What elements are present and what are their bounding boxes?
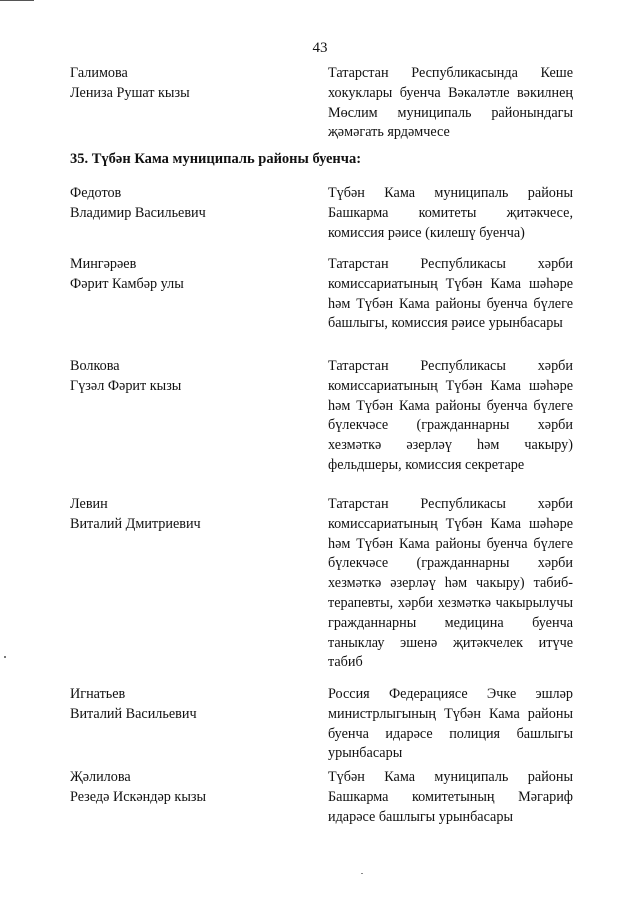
member-surname: Левин bbox=[70, 496, 108, 512]
member-surname: Мингәрәев bbox=[70, 256, 137, 272]
member-given-name: Гүзәл Фәрит кызы bbox=[70, 377, 182, 394]
member-name-block bbox=[70, 768, 206, 808]
member-name-block bbox=[70, 255, 184, 295]
member-given-name: Виталий Дмитриевич bbox=[70, 515, 201, 532]
member-role: Түбән Кама муниципаль районы Башкарма комитетының Мәгариф идарәсе башлыгы урынбасары bbox=[328, 769, 573, 825]
scan-speck bbox=[4, 656, 6, 658]
corner-scan-line bbox=[0, 0, 34, 1]
member-surname: Җәлилова bbox=[70, 769, 131, 785]
member-given-name: Резедә Искәндәр кызы bbox=[70, 788, 206, 805]
member-name-block bbox=[70, 685, 197, 725]
scan-speck bbox=[361, 873, 363, 874]
member-role: Татарстан Республикасы хәрби комиссариатының Түбән Кама шәһәре һәм Түбән Кама районы буенча бүлеге башлыгы, комиссия рәисе урынбасары bbox=[328, 256, 573, 332]
member-given-name: Виталий Васильевич bbox=[70, 705, 197, 722]
section-heading: 35. Түбән Кама муниципаль районы буенча: bbox=[70, 151, 362, 167]
member-given-name: Лениза Рушат кызы bbox=[70, 84, 190, 101]
member-surname: Волкова bbox=[70, 358, 120, 374]
member-given-name: Владимир Васильевич bbox=[70, 204, 206, 221]
member-role: Түбән Кама муниципаль районы Башкарма комитеты җитәкчесе, комиссия рәисе (килешү буенча) bbox=[328, 185, 573, 241]
member-role: Татарстан Республикасында Кеше хокуклары буенча Вәкаләтле вәкилнең Мөслим муниципаль районындагы җәмәгать ярдәмчесе bbox=[328, 65, 573, 141]
member-given-name: Фәрит Камбәр улы bbox=[70, 275, 184, 292]
member-role: Татарстан Республикасы хәрби комиссариатының Түбән Кама шәһәре һәм Түбән Кама районы буенча бүлеге бүлекчәсе (гражданнарны хәрби хезмәткә әзерләү һәм чакыру) табиб-терапевты, хәрби хезмәткә чакырылучы гражданнарны медицина буенча таныклау эшенә җитәкчелек итүче табиб bbox=[328, 496, 573, 671]
member-surname: Игнатьев bbox=[70, 686, 126, 702]
member-name-block bbox=[70, 64, 190, 104]
page-number: 43 bbox=[312, 40, 328, 56]
member-role: Россия Федерациясе Эчке эшләр министрлыгының Түбән Кама районы буенча идарәсе полиция башлыгы урынбасары bbox=[328, 686, 573, 762]
member-name-block bbox=[70, 357, 181, 397]
member-surname: Галимова bbox=[70, 65, 128, 81]
member-surname: Федотов bbox=[70, 185, 122, 201]
member-name-block bbox=[70, 495, 201, 535]
member-role: Татарстан Республикасы хәрби комиссариатының Түбән Кама шәһәре һәм Түбән Кама районы буенча бүлеге бүлекчәсе (гражданнарны хәрби хезмәткә әзерләү һәм чакыру) фельдшеры, комиссия секретаре bbox=[328, 358, 573, 473]
member-name-block bbox=[70, 184, 206, 224]
